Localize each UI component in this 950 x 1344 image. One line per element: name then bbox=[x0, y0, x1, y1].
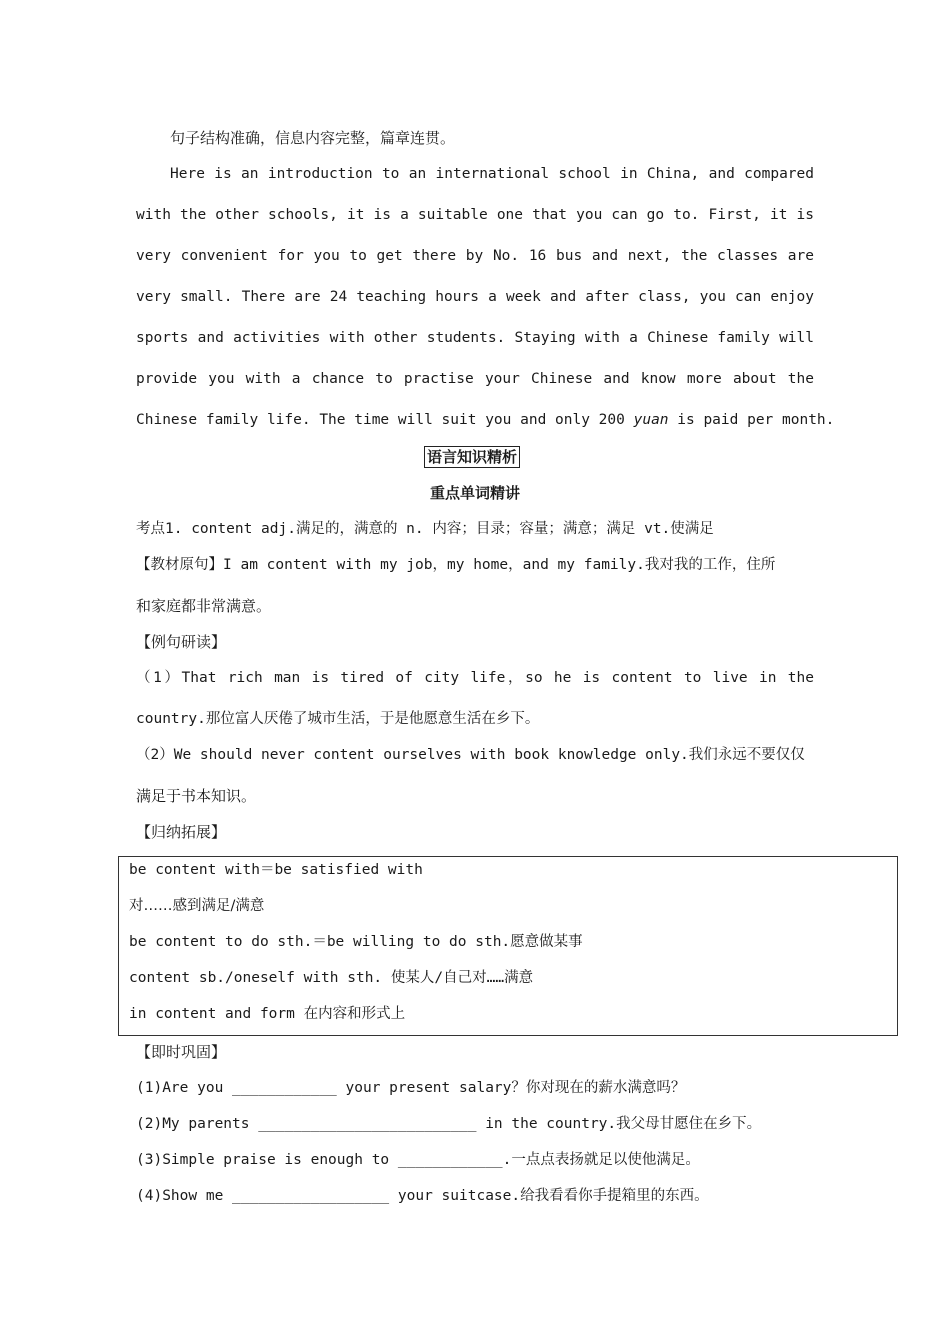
practice-item-2: (2)My parents _________________________ in the country.我父母甘愿住在乡下。 bbox=[136, 1116, 762, 1132]
kaodian-line: 考点1. content adj.满足的，满意的 n. 内容；目录；容量；满意；满足 vt.使满足 bbox=[136, 521, 714, 537]
example-1-line-1: （1）That rich man is tired of city life，so he is content to live in the bbox=[136, 670, 814, 686]
practice-item-4: (4)Show me __________________ your suitcase.给我看看你手提箱里的东西。 bbox=[136, 1188, 709, 1204]
textbook-sentence-line-1: 【教材原句】I am content with my job，my home，and my family.我对我的工作，住所 bbox=[136, 557, 776, 573]
practice-item-1: (1)Are you ____________ your present salary？你对现在的薪水满意吗？ bbox=[136, 1080, 686, 1096]
subsection-title: 重点单词精讲 bbox=[429, 484, 520, 502]
example-1-line-2: country.那位富人厌倦了城市生活，于是他愿意生活在乡下。 bbox=[136, 711, 540, 727]
passage-last-before: Chinese family life. The time will suit you and only 200 bbox=[136, 412, 634, 428]
summary-row-2: 对……感到满足/满意 bbox=[129, 898, 265, 914]
practice-label: 【即时巩固】 bbox=[136, 1043, 227, 1061]
passage-line-5: sports and activities with other students. Staying with a Chinese family will bbox=[136, 330, 814, 346]
example-2-line-1: （2）We should never content ourselves with book knowledge only.我们永远不要仅仅 bbox=[136, 747, 805, 763]
summary-row-4: content sb./oneself with sth. 使某人/自己对……满意 bbox=[129, 970, 534, 986]
summary-row-3: be content to do sth.＝be willing to do sth.愿意做某事 bbox=[129, 934, 583, 950]
passage-line-2: with the other schools, it is a suitable one that you can go to. First, it is bbox=[136, 207, 814, 223]
section-title: 语言知识精析 bbox=[424, 446, 520, 468]
example-2-line-2: 满足于书本知识。 bbox=[136, 787, 257, 805]
passage-line-4: very small. There are 24 teaching hours a week and after class, you can enjoy bbox=[136, 289, 814, 305]
passage-line-3: very convenient for you to get there by No. 16 bus and next, the classes are bbox=[136, 248, 814, 264]
summary-row-1: be content with＝be satisfied with bbox=[129, 862, 423, 878]
intro-sentence: 句子结构准确，信息内容完整，篇章连贯。 bbox=[170, 129, 456, 147]
summary-row-5: in content and form 在内容和形式上 bbox=[129, 1006, 406, 1022]
summary-box bbox=[118, 856, 898, 1036]
practice-item-3: (3)Simple praise is enough to ____________.一点点表扬就足以使他满足。 bbox=[136, 1152, 700, 1168]
passage-line-1: Here is an introduction to an international school in China, and compared bbox=[170, 166, 814, 182]
summary-label: 【归纳拓展】 bbox=[136, 823, 227, 841]
textbook-sentence-line-2: 和家庭都非常满意。 bbox=[136, 597, 272, 615]
passage-line-6: provide you with a chance to practise your Chinese and know more about the bbox=[136, 371, 814, 387]
passage-last-after: is paid per month. bbox=[668, 412, 835, 428]
passage-last-italic: yuan bbox=[633, 412, 669, 428]
example-label: 【例句研读】 bbox=[136, 633, 227, 651]
passage-line-7 bbox=[136, 410, 834, 430]
